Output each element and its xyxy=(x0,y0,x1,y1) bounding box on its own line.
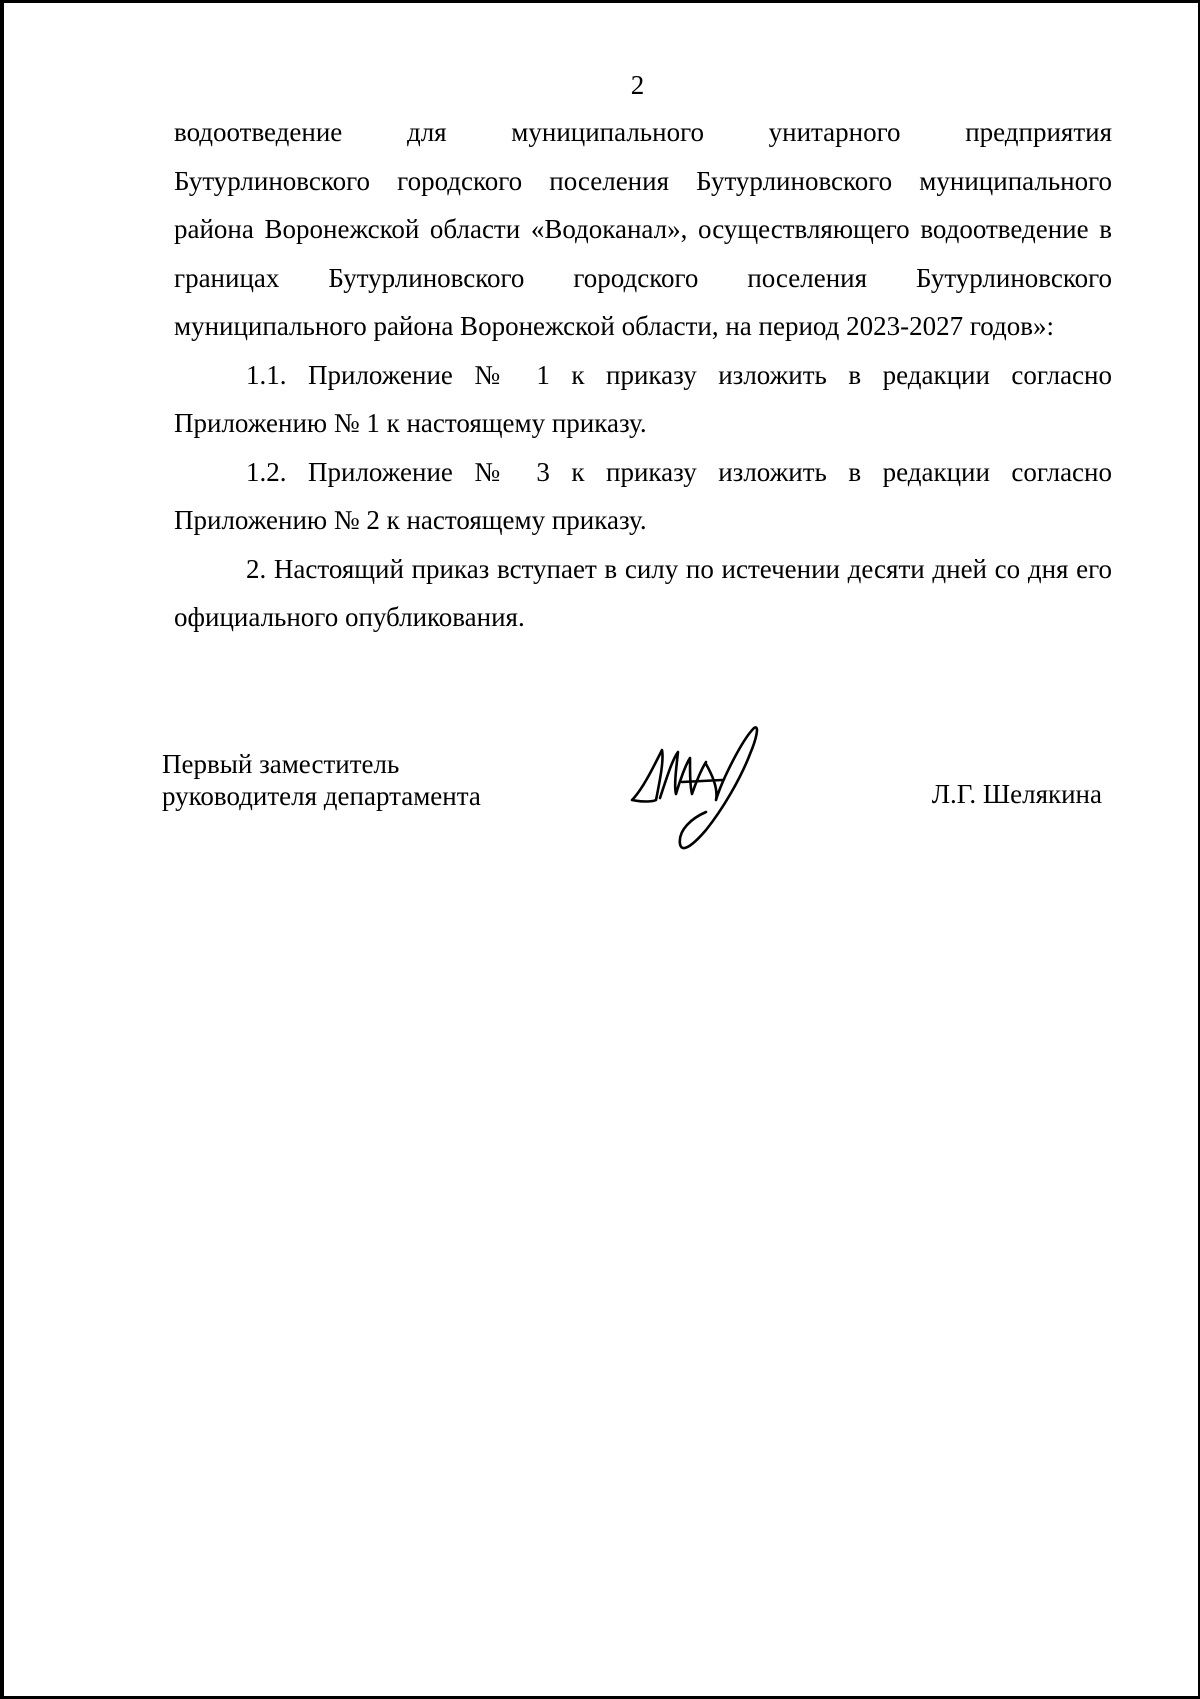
paragraph-continuation-text: Бутурлиновского городского поселения Бутурлиновского муниципального района Воронежской области «Водоканал», осуществляющего водоотведение в границах Бутурлиновского городского поселения Бутурлиновского муниципального района Воронежской области, на период 2023-2027 годов»: xyxy=(174,165,1112,341)
paragraph-first-line: водоотведение для муниципального унитарного предприятия xyxy=(174,117,1112,147)
clause-2: 2. Настоящий приказ вступает в силу по истечении десяти дней со дня его официального опубликования. xyxy=(174,553,1112,632)
paragraph-continuation xyxy=(174,108,1112,351)
signatory-name: Л.Г. Шелякина xyxy=(931,779,1102,809)
signatory-title-line-1: Первый заместитель xyxy=(162,749,400,779)
clause-1-1: 1.1. Приложение № 1 к приказу изложить в редакции согласно Приложению № 1 к настоящему приказу. xyxy=(174,359,1112,438)
page-number: 2 xyxy=(630,70,645,100)
clause-1-2: 1.2. Приложение № 3 к приказу изложить в редакции согласно Приложению № 2 к настоящему приказу. xyxy=(174,456,1112,535)
signatory-title xyxy=(162,748,562,812)
handwritten-signature xyxy=(622,720,772,860)
document-body xyxy=(174,108,1112,642)
signatory-title-line-2: руководителя департамента xyxy=(162,781,481,811)
